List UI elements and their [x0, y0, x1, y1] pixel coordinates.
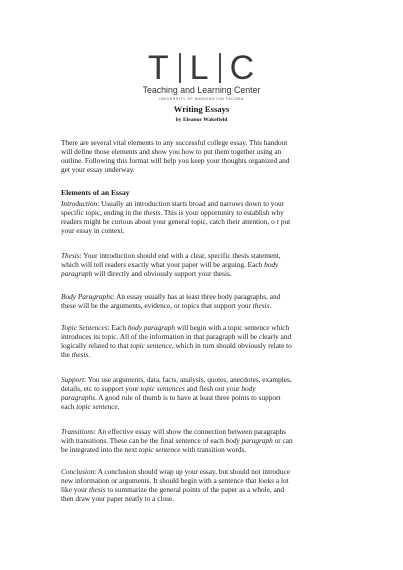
text-span: . This is your opportunity to establish why — [160, 208, 284, 218]
text-span: these will be the arguments, evidence, or topics that support your — [61, 301, 253, 311]
tlc-logo — [0, 50, 403, 102]
section-heading: Elements of an Essay — [61, 188, 130, 197]
text-span: thesis — [88, 485, 106, 495]
text-span: logically related to that — [61, 341, 131, 351]
text-span: body — [264, 260, 279, 270]
text-span: details, etc to support your — [61, 384, 141, 394]
text-span: topic sentence — [76, 402, 118, 412]
text-line — [61, 260, 351, 269]
text-line — [61, 301, 351, 310]
text-span: topic sentences — [140, 384, 185, 394]
thesis-paragraph — [61, 251, 351, 278]
text-span: . — [117, 402, 120, 412]
text-span: thesis — [252, 301, 270, 311]
text-span: with transition words. — [180, 445, 247, 455]
term-topic-sentences: Topic Sentences — [61, 323, 108, 332]
text-span: Your introduction should end with a clear, specific thesis statement, — [83, 251, 281, 260]
term-transitions: Transitions — [61, 427, 94, 436]
conclusion-paragraph — [61, 467, 351, 503]
text-span: new information or arguments. It should begin with a sentence that looks a lot — [61, 476, 289, 486]
text-line: Thesis: Your introduction should end with a clear, specific thesis statement, — [61, 251, 281, 260]
text-line — [61, 292, 351, 301]
text-span: readers might be curious about your general topic, catch their attention, o r put — [61, 217, 291, 227]
text-span: . — [269, 301, 272, 311]
text-line — [61, 393, 351, 402]
logo-letter-l: L — [189, 49, 210, 87]
text-span: introduces its topic. All of the information in that paragraph will be clearly and — [61, 332, 292, 342]
intro-line: There are several vital elements to any successful college essay. This handout — [61, 138, 288, 147]
text-line — [61, 445, 351, 454]
text-line — [61, 350, 351, 359]
text-span: . A good rule of thumb is to have at least three points to support — [95, 393, 281, 403]
intro-line: will define those elements and show you how to put them together using an — [61, 147, 282, 157]
term-introduction: Introduction — [61, 199, 98, 208]
logo-divider — [179, 53, 181, 83]
text-line — [61, 269, 351, 278]
logo-letters — [0, 50, 403, 86]
term-thesis: Thesis — [61, 251, 80, 260]
support-paragraph — [61, 375, 351, 411]
body-paragraphs-paragraph — [61, 292, 351, 310]
text-line — [61, 485, 351, 494]
text-span: topic sentence — [130, 341, 172, 351]
text-span: body — [241, 384, 256, 394]
text-span: like your — [61, 485, 89, 495]
text-span: topic sentence — [139, 445, 181, 455]
text-span: your essay in context. — [61, 226, 125, 236]
text-span: be integrated into the next — [61, 445, 140, 455]
text-span: body paragraph — [127, 323, 176, 332]
term-body-paragraphs: Body Paragraphs — [61, 292, 113, 301]
text-line — [61, 467, 351, 476]
text-line — [61, 341, 351, 350]
topic-sentences-paragraph — [61, 323, 351, 359]
text-line — [61, 208, 351, 217]
text-span: : A conclusion should wrap up your essay, but should not introduce — [94, 467, 290, 476]
text-span: : You use arguments, data, facts, analysis, quotes, anecdotes, examples, — [84, 375, 292, 384]
text-span: : Usually an introduction starts broad and narrows down to your — [97, 199, 285, 208]
text-span: , which in turn should obviously relate to — [171, 341, 292, 351]
text-span: specific topic, ending in the — [61, 208, 144, 218]
text-span: which will tell readers exactly what your paper will be arguing. Each — [61, 260, 265, 270]
text-span: body paragraph — [225, 436, 273, 446]
text-span: : An essay usually has at least three body paragraphs, and — [112, 292, 281, 301]
logo-letter-t: T — [147, 49, 170, 87]
intro-paragraph — [61, 138, 351, 174]
text-span: will directly and obviously support your thesis. — [92, 269, 232, 279]
text-span: each — [61, 402, 77, 412]
logo-letter-c: C — [229, 49, 256, 87]
document-title: Writing Essays — [173, 104, 230, 114]
logo-center-name: Teaching and Learning Center — [142, 85, 261, 95]
term-support: Support — [61, 375, 85, 384]
document-byline: by Eleanor Wakefield — [175, 117, 228, 123]
text-span: . — [88, 350, 91, 360]
text-line — [61, 323, 351, 332]
text-span: with transitions. These can be the final sentence of each — [61, 436, 226, 446]
transitions-paragraph — [61, 427, 351, 454]
text-line — [61, 402, 351, 411]
logo-divider — [219, 53, 221, 83]
text-line — [61, 384, 351, 393]
introduction-paragraph — [61, 199, 351, 235]
text-line — [61, 436, 351, 445]
text-span: thesis — [71, 350, 89, 360]
text-span: to summarize the general points of the paper as a whole, and — [105, 485, 285, 495]
intro-line: get your essay underway. — [61, 165, 135, 175]
text-span: : An effective essay will show the connection between paragraphs — [93, 427, 287, 436]
text-span: or can — [272, 436, 293, 446]
text-span: then draw your paper neatly to a close. — [61, 494, 175, 504]
term-conclusion: Conclusion — [61, 467, 95, 476]
text-span: and flesh out your — [184, 384, 242, 394]
text-span: paragraph — [61, 269, 93, 279]
text-line — [61, 375, 351, 384]
text-span: the — [61, 350, 72, 360]
text-span: thesis — [143, 208, 161, 218]
text-line — [61, 427, 351, 436]
text-span: will begin with a topic sentence which — [175, 323, 290, 332]
intro-line: outline. Following this format will help you keep your thoughts organized and — [61, 156, 290, 166]
text-line — [61, 199, 351, 208]
logo-university: UNIVERSITY OF WASHINGTON TACOMA — [159, 97, 244, 101]
text-span: paragraphs — [61, 393, 96, 403]
text-span: : Each — [107, 323, 128, 332]
